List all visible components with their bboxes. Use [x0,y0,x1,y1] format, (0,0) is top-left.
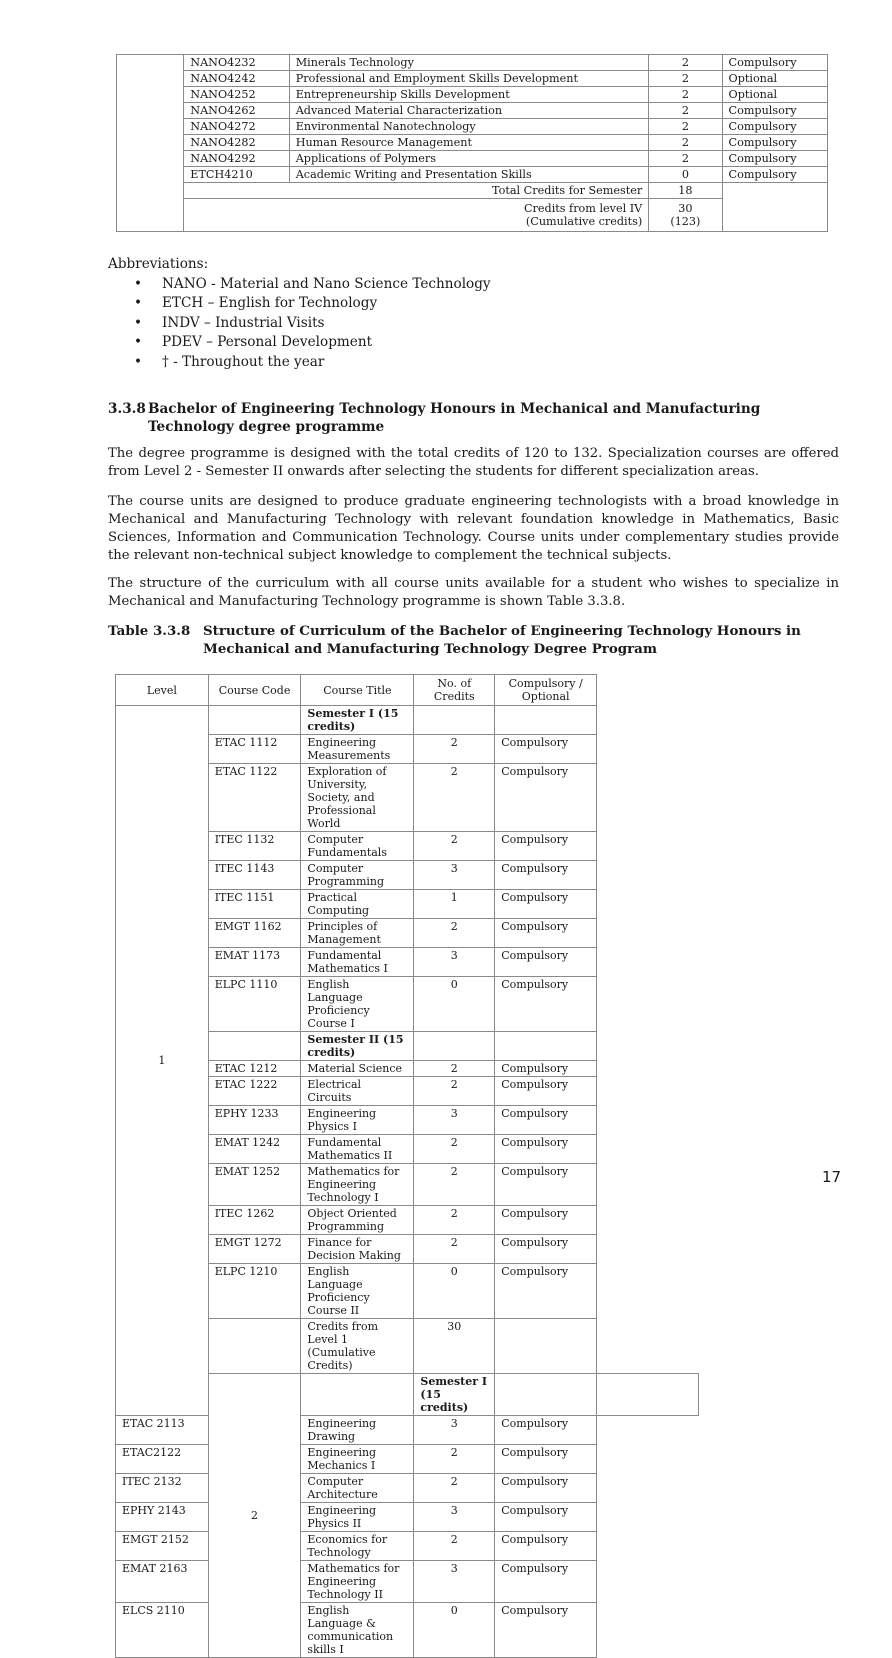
credits: 2 [414,764,495,832]
credits: 2 [649,151,722,167]
course-type: Compulsory [495,1503,597,1532]
course-title: English Language & communication skills I [301,1603,414,1658]
course-type: Compulsory [495,890,597,919]
table-row [116,1474,699,1503]
list-item: • INDV – Industrial Visits [162,314,491,334]
paragraph: The degree programme is designed with the total credits of 120 to 132. Specialization courses are offered from Level 2 - Semester II onwards after selecting the students for different specialization areas. [108,446,839,479]
course-type: Compulsory [495,1445,597,1474]
empty-cell [208,706,301,735]
course-title: Entrepreneurship Skills Development [289,87,649,103]
course-code: EMGT 2152 [116,1532,209,1561]
cumulative-label-line2: (Cumulative credits) [525,215,643,228]
empty-cell [722,183,827,232]
section-title-text: Bachelor of Engineering Technology Honours in Mechanical and Manufacturing Technology degree programme [148,401,761,435]
course-code: ITEC 2132 [116,1474,209,1503]
course-code: ELCS 2110 [116,1603,209,1658]
cumulative-credits-label [301,1319,414,1374]
credits: 2 [414,832,495,861]
credits: 2 [649,71,722,87]
total-credits-row [117,183,828,199]
empty-cell [414,706,495,735]
credits: 2 [414,1077,495,1106]
course-code: ETAC 1122 [208,764,301,832]
course-title: Fundamental Mathematics I [301,948,414,977]
cumulative-label-line2: (Cumulative Credits) [307,1346,376,1372]
course-type: Compulsory [722,167,827,183]
abbreviations [108,255,491,372]
course-type: Compulsory [722,135,827,151]
course-code: ETAC2122 [116,1445,209,1474]
table-row [117,119,828,135]
credits: 2 [649,87,722,103]
table-row [117,87,828,103]
course-title: Professional and Employment Skills Development [289,71,649,87]
header-course-title: Course Title [301,675,414,706]
course-type: Compulsory [495,764,597,832]
credits: 0 [649,167,722,183]
table-caption-text: Structure of Curriculum of the Bachelor of Engineering Technology Honours in Mechanical and Manufacturing Technology Degree Program [203,623,801,657]
credits: 3 [414,1106,495,1135]
course-type: Optional [722,87,827,103]
credits: 2 [414,1235,495,1264]
course-code: NANO4292 [184,151,289,167]
credits: 0 [414,1603,495,1658]
empty-cell [208,1319,301,1374]
course-code: ETAC 2113 [116,1416,209,1445]
credits: 2 [414,1164,495,1206]
cumulative-credits-label [184,199,649,232]
course-code: NANO4272 [184,119,289,135]
course-title: Exploration of University, Society, and Professional World [301,764,414,832]
table-row [116,1503,699,1532]
course-title: Minerals Technology [289,55,649,71]
header-level: Level [116,675,209,706]
empty-cell [495,1374,597,1416]
credits: 2 [414,1532,495,1561]
course-code: EMGT 1272 [208,1235,301,1264]
credits: 0 [414,1264,495,1319]
course-title: Engineering Physics I [301,1106,414,1135]
credits: 2 [649,103,722,119]
empty-cell [597,1374,699,1416]
empty-cell [495,706,597,735]
course-code: NANO4262 [184,103,289,119]
section-heading [108,400,839,436]
credits: 2 [414,1061,495,1077]
credits: 2 [414,1135,495,1164]
table-row [116,1603,699,1658]
empty-cell [208,1032,301,1061]
list-item: • NANO - Material and Nano Science Technology [162,275,491,295]
course-code: EPHY 1233 [208,1106,301,1135]
table-row [116,1445,699,1474]
course-code: ETAC 1112 [208,735,301,764]
semester-row [116,706,699,735]
course-type: Compulsory [495,1106,597,1135]
credits: 2 [414,1474,495,1503]
course-type: Compulsory [495,1061,597,1077]
section-title [108,400,839,436]
total-credits-value: 18 [649,183,722,199]
course-code: EMAT 1252 [208,1164,301,1206]
cumulative-label-line1: Credits from Level 1 [307,1320,379,1346]
course-code: NANO4282 [184,135,289,151]
course-title: Principles of Management [301,919,414,948]
table-row [117,55,828,71]
course-type: Compulsory [722,55,827,71]
course-title: Object Oriented Programming [301,1206,414,1235]
course-title: Advanced Material Characterization [289,103,649,119]
course-title: Mathematics for Engineering Technology II [301,1561,414,1603]
table-row [117,167,828,183]
level-cell: 2 [208,1374,301,1658]
course-title: Fundamental Mathematics II [301,1135,414,1164]
abbreviations-list [108,275,491,373]
semester-title: Semester II (15 credits) [301,1032,414,1061]
course-type: Compulsory [722,119,827,135]
course-title: Material Science [301,1061,414,1077]
course-code: ETAC 1222 [208,1077,301,1106]
course-code: EMAT 1173 [208,948,301,977]
list-item: • PDEV – Personal Development [162,333,491,353]
credits: 0 [414,977,495,1032]
course-title: Engineering Mechanics I [301,1445,414,1474]
credits: 2 [649,119,722,135]
course-type: Compulsory [495,735,597,764]
course-type: Compulsory [722,103,827,119]
course-type: Compulsory [495,832,597,861]
level4-continuation-table [116,54,828,232]
course-code: NANO4242 [184,71,289,87]
credits: 3 [414,948,495,977]
course-code: EPHY 2143 [116,1503,209,1532]
course-type: Compulsory [495,1077,597,1106]
course-code: ITEC 1132 [208,832,301,861]
course-title: Electrical Circuits [301,1077,414,1106]
course-code: ELPC 1210 [208,1264,301,1319]
course-title: Environmental Nanotechnology [289,119,649,135]
course-title: Academic Writing and Presentation Skills [289,167,649,183]
table-row [117,71,828,87]
credits: 1 [414,890,495,919]
course-code: NANO4232 [184,55,289,71]
course-type: Optional [722,71,827,87]
list-item: • † - Throughout the year [162,353,491,373]
course-type: Compulsory [495,1264,597,1319]
course-type: Compulsory [495,1474,597,1503]
course-type: Compulsory [722,151,827,167]
course-code: EMAT 1242 [208,1135,301,1164]
course-title: Applications of Polymers [289,151,649,167]
table-label: Table 3.3.8 [108,623,191,639]
course-type: Compulsory [495,1164,597,1206]
abbreviations-heading: Abbreviations: [108,256,209,272]
table-row [117,135,828,151]
course-type: Compulsory [495,861,597,890]
course-title: Computer Architecture [301,1474,414,1503]
course-type: Compulsory [495,977,597,1032]
cumulative-credits-value [649,199,722,232]
course-title: Engineering Drawing [301,1416,414,1445]
total-credits-label: Total Credits for Semester [184,183,649,199]
course-title: English Language Proficiency Course I [301,977,414,1032]
course-code: ITEC 1143 [208,861,301,890]
semester-title: Semester I (15 credits) [301,706,414,735]
course-title: Human Resource Management [289,135,649,151]
credits: 2 [414,919,495,948]
cumulative-value-line1: 30 [678,202,693,215]
paragraph: The structure of the curriculum with all course units available for a student who wishes to specialize in Mechanical and Manufacturing Technology programme is shown Table 3.3.8. [108,576,839,609]
course-type: Compulsory [495,1235,597,1264]
course-type: Compulsory [495,1532,597,1561]
course-code: EMGT 1162 [208,919,301,948]
cumulative-label-line1: Credits from level IV [524,202,643,215]
course-title: English Language Proficiency Course II [301,1264,414,1319]
paragraph: The course units are designed to produce graduate engineering technologists with a broad knowledge in Mechanical and Manufacturing Technology with relevant foundation knowledge in Mathematics, Basic Sciences, Information and Communication Technology. Course units under complementary studies provide the relevant non-technical subject knowledge to complement the technical subjects. [108,494,839,563]
course-title: Practical Computing [301,890,414,919]
course-code: ELPC 1110 [208,977,301,1032]
course-code: ETAC 1212 [208,1061,301,1077]
course-title: Finance for Decision Making [301,1235,414,1264]
course-code: ITEC 1151 [208,890,301,919]
course-title: Computer Programming [301,861,414,890]
empty-cell [414,1032,495,1061]
cumulative-credits-value: 30 [414,1319,495,1374]
table-row [117,103,828,119]
course-title: Computer Fundamentals [301,832,414,861]
table-header-row [116,675,699,706]
section-number: 3.3.8 [108,401,146,417]
level-cell [117,55,184,232]
table-row [116,1416,699,1445]
list-item: • ETCH – English for Technology [162,294,491,314]
credits: 2 [414,1445,495,1474]
header-course-code: Course Code [208,675,301,706]
semester-title: Semester I (15 credits) [414,1374,495,1416]
level-cell: 1 [116,706,209,1416]
table-caption [108,622,839,658]
course-title: Engineering Physics II [301,1503,414,1532]
credits: 2 [414,1206,495,1235]
cumulative-value-line2: (123) [670,215,701,228]
course-code: NANO4252 [184,87,289,103]
cumulative-credits-row [117,199,828,232]
course-code: EMAT 2163 [116,1561,209,1603]
credits: 3 [414,861,495,890]
header-credits: No. of Credits [414,675,495,706]
course-type: Compulsory [495,1561,597,1603]
course-title: Engineering Measurements [301,735,414,764]
course-type: Compulsory [495,948,597,977]
table-row [116,1561,699,1603]
empty-cell [495,1032,597,1061]
credits: 3 [414,1503,495,1532]
credits: 2 [649,55,722,71]
course-type: Compulsory [495,1603,597,1658]
page-number: 17 [822,1168,842,1186]
course-type: Compulsory [495,1206,597,1235]
empty-cell [301,1374,414,1416]
course-code: ETCH4210 [184,167,289,183]
course-type: Compulsory [495,1416,597,1445]
course-type: Compulsory [495,1135,597,1164]
course-title: Mathematics for Engineering Technology I [301,1164,414,1206]
table-row [117,151,828,167]
empty-cell [495,1319,597,1374]
table-row [116,1532,699,1561]
credits: 2 [649,135,722,151]
credits: 3 [414,1561,495,1603]
course-title: Economics for Technology [301,1532,414,1561]
credits: 3 [414,1416,495,1445]
credits: 2 [414,735,495,764]
course-type: Compulsory [495,919,597,948]
header-type: Compulsory / Optional [495,675,597,706]
course-code: ITEC 1262 [208,1206,301,1235]
curriculum-table [115,674,699,1658]
